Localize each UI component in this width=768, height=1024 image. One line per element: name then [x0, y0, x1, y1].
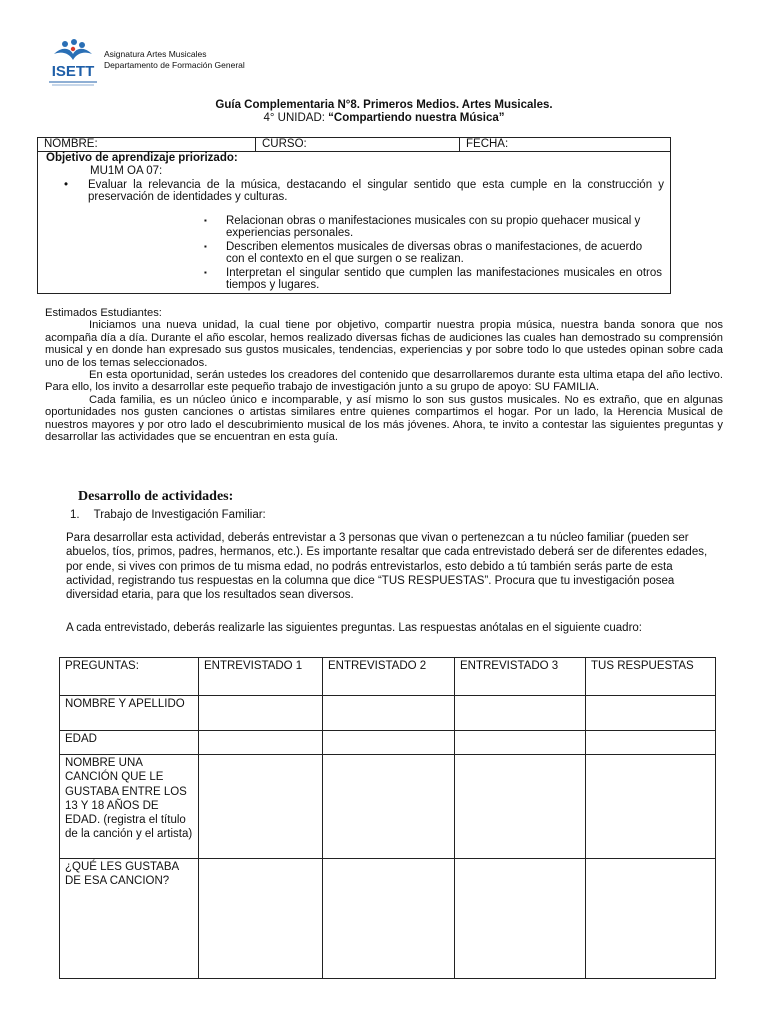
- indicator-text: Interpretan el singular sentido que cumplen las manifestaciones musicales en otros tiempos y lugares.: [226, 267, 662, 291]
- intro-paragraph: En esta oportunidad, serán ustedes los creadores del contenido que desarrollaremos durante esta ultima etapa del año lectivo. Para ello, los invito a desarrollar este pequeño trabajo de investigación junto a su grupo de apoyo: SU FAMILIA.: [45, 369, 723, 394]
- answer-cell[interactable]: [455, 859, 586, 979]
- question-cell: NOMBRE Y APELLIDO: [60, 696, 199, 731]
- answer-cell[interactable]: [455, 731, 586, 755]
- indicator-item: [204, 241, 662, 265]
- isett-logo-mark: [44, 38, 102, 90]
- intro-paragraph: Cada familia, es un núcleo único e incomparable, y así mismo lo son sus gustos musicales. No es extraño, que en algunas oportunidades nos gusten canciones o artistas similares entre quienes compartimos el hogar. Por un lado, la Herencia Musical de nuestros mayores y por otro lado el descubrimiento musical de los más jóvenes. Ahora, te invito a contestar las siguientes preguntas y desarrollar las actividades que se encuentran en esta guía.: [45, 393, 723, 444]
- activity-number: 1.: [70, 509, 80, 521]
- answer-cell[interactable]: [323, 755, 455, 859]
- table-instructions: A cada entrevistado, deberás realizarle las siguientes preguntas. Las respuestas anótalas en el siguiente cuadro:: [66, 622, 642, 634]
- activity-title: Trabajo de Investigación Familiar:: [93, 509, 266, 521]
- table-row: [60, 696, 716, 731]
- table-row: [60, 859, 716, 979]
- question-cell: NOMBRE UNA CANCIÓN QUE LE GUSTABA ENTRE LOS 13 Y 18 AÑOS DE EDAD. (registra el título de la canción y el artista): [60, 755, 199, 859]
- header-cell: TUS RESPUESTAS: [586, 658, 716, 696]
- department-line: Departamento de Formación General: [104, 60, 245, 70]
- fecha-field[interactable]: FECHA:: [466, 138, 509, 150]
- subject-line: Asignatura Artes Musicales: [104, 49, 207, 59]
- answer-cell[interactable]: [586, 755, 716, 859]
- answer-cell[interactable]: [323, 859, 455, 979]
- unit-name: “Compartiendo nuestra Música”: [328, 112, 505, 124]
- square-bullet-icon: ▪: [204, 268, 207, 277]
- student-info-box: [37, 137, 671, 294]
- table-header-row: [60, 658, 716, 696]
- logo-text: ISETT: [51, 63, 95, 80]
- answer-cell[interactable]: [199, 859, 323, 979]
- answer-cell[interactable]: [323, 731, 455, 755]
- nombre-field[interactable]: NOMBRE:: [38, 138, 256, 151]
- activity-item: [70, 509, 280, 521]
- header-cell: ENTREVISTADO 2: [323, 658, 455, 696]
- unit-prefix: 4° UNIDAD:: [263, 112, 329, 124]
- indicator-text: Relacionan obras o manifestaciones musicales con su propio quehacer musical y experiencias personales.: [226, 215, 641, 239]
- objective-item: [64, 179, 664, 203]
- objective-code: MU1M OA 07:: [90, 165, 163, 177]
- indicator-item: [204, 215, 662, 239]
- answer-cell[interactable]: [455, 755, 586, 859]
- header-cell: ENTREVISTADO 3: [455, 658, 586, 696]
- answer-cell[interactable]: [323, 696, 455, 731]
- objective-text: Evaluar la relevancia de la música, destacando el singular sentido que esta cumple en la construcción y preservación de identidades y culturas.: [88, 179, 664, 203]
- table-row: [60, 755, 716, 859]
- introduction: [45, 307, 723, 443]
- answer-cell[interactable]: [199, 696, 323, 731]
- header-cell: ENTREVISTADO 1: [199, 658, 323, 696]
- answer-cell[interactable]: [199, 755, 323, 859]
- answer-cell[interactable]: [586, 696, 716, 731]
- square-bullet-icon: ▪: [204, 216, 207, 225]
- institution-info: [104, 49, 245, 71]
- header-cell: PREGUNTAS:: [60, 658, 199, 696]
- answer-cell[interactable]: [586, 731, 716, 755]
- answer-cell[interactable]: [586, 859, 716, 979]
- activities-heading: Desarrollo de actividades:: [78, 489, 234, 504]
- square-bullet-icon: ▪: [204, 242, 207, 251]
- curso-field[interactable]: CURSO:: [256, 138, 460, 151]
- indicator-text: Describen elementos musicales de diversas obras o manifestaciones, de acuerdo con el contexto en el que surgen o se realizan.: [226, 241, 643, 265]
- activity-instructions: Para desarrollar esta actividad, deberás entrevistar a 3 personas que vivan o pertenezcan a tu núcleo familiar (pueden ser abuelos, tíos, primos, padres, hermanos, etc.). Es importante resaltar que cada entrevistado deberá ser de diferentes edades, por ende, si vives con primos de tu misma edad, no podrás entrevistarlos, esto debido a tú también serás parte de esta actividad, registrando tus respuestas en la columna que dice “TUS RESPUESTAS”. Procura que tu investigación posea diversidad etaria, para que los resultados sean diversos.: [66, 532, 708, 602]
- bullet-icon: •: [64, 179, 69, 191]
- indicator-item: [204, 267, 662, 291]
- greeting: Estimados Estudiantes:: [45, 307, 162, 319]
- answer-cell[interactable]: [199, 731, 323, 755]
- interview-table: [59, 657, 716, 979]
- isett-logo: [44, 38, 102, 90]
- student-fields-row: [38, 138, 670, 152]
- intro-paragraph: Iniciamos una nueva unidad, la cual tiene por objetivo, compartir nuestra propia música, nuestra banda sonora que nos acompaña día a día. Durante el año escolar, hemos realizado diversas fichas de audiciones las cuales han demostrado su comprensión musical y en donde han expresado sus gustos musicales, tendencias, experiencias y por sobre todo lo que ustedes opinan sobre cada uno de los temas seleccionados.: [45, 319, 723, 369]
- question-cell: ¿QUÉ LES GUSTABA DE ESA CANCION?: [60, 859, 199, 979]
- question-cell: EDAD: [60, 731, 199, 755]
- objective-heading: Objetivo de aprendizaje priorizado:: [46, 152, 238, 164]
- table-row: [60, 731, 716, 755]
- answer-cell[interactable]: [455, 696, 586, 731]
- guide-title: Guía Complementaria N°8. Primeros Medios. Artes Musicales.: [215, 99, 553, 111]
- unit-title: [0, 112, 768, 124]
